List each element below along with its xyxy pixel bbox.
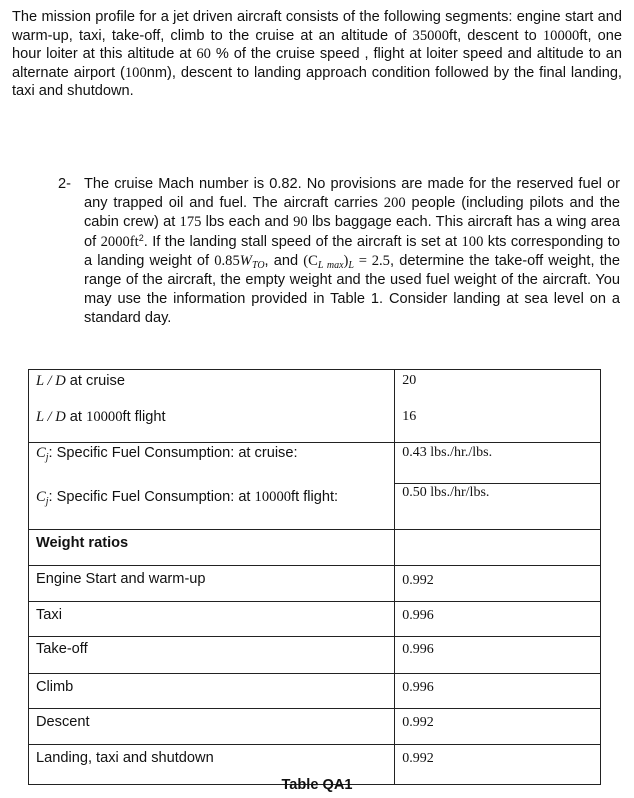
intro-text: ft, one hour loiter at this altitude at [12, 27, 622, 63]
data-table [28, 369, 601, 785]
table-row-value: 0.996 [395, 674, 601, 709]
landing-weight-coef: 0.85 [214, 252, 240, 269]
table-row-label: Engine Start and warm-up [29, 566, 395, 602]
table-row-value: 0.992 [395, 709, 601, 745]
table-row-value: 0.992 [395, 745, 601, 785]
ld-cruise-label: L / D at cruise [29, 370, 395, 408]
stall-speed: 100 [461, 233, 484, 250]
table-row-label: Climb [29, 674, 395, 709]
weight-per-person: 175 [179, 214, 202, 231]
loiter-altitude: 10000 [542, 27, 580, 44]
baggage-weight: 90 [293, 214, 308, 231]
alternate-distance: 100 [124, 64, 147, 81]
intro-text: ft, descent to [449, 27, 543, 44]
question-text: The cruise Mach number is 0.82. No provisions are made for the reserved fuel or any trapped oil and fuel. The aircraft carries 200 people (including pilots and the cabin crew) at 175 lbs each and 90 lbs baggage each. This aircraft has a wing area of $2000ft^2$. If the landing stall speed of the aircraft is set at 100 kts corresponding to a landing weight of $0.85W_{TO}$, and $(C_{L max})_L = 2.5$, determine the take-off weight, the range of the aircraft, the empty weight and the used fuel weight of the aircraft. You may use the information provided in Table 1. Consider landing at sea level on a standard day. [84, 176, 620, 327]
question-2 [58, 175, 620, 329]
intro-text: The mission profile for a jet driven aircraft consists of the following segments: engine start and warm-up, taxi, take-off, climb to the cruise at an altitude of [12, 9, 622, 44]
cl-max-expression: $(C_{L max})_L = 2.5$ [303, 252, 390, 271]
intro-text: nm), descent to landing approach condition followed by the final landing, taxi and shutdown. [12, 64, 622, 100]
cj-cruise-label: $C_j$: Specific Fuel Consumption: at cruise: [29, 443, 395, 484]
cj-flight-value: 0.50 lbs./hr/lbs. [395, 484, 601, 530]
table-caption: Table QA1 [281, 777, 353, 793]
ld-flight-value: 16 [395, 408, 601, 443]
mission-profile-paragraph [12, 8, 622, 101]
ld-cruise-value: 20 [395, 370, 601, 408]
cruise-altitude: 35000 [412, 27, 450, 44]
table-row-label: Taxi [29, 602, 395, 637]
weight-ratios-header-empty [395, 530, 601, 566]
table-row-label: Landing, taxi and shutdown [29, 745, 395, 785]
people-count: 200 [383, 195, 406, 212]
wing-area: 2000 [100, 233, 130, 250]
table-row-value: 0.996 [395, 637, 601, 674]
intro-text: % of the cruise speed , flight at loiter speed and altitude to an alternate airport ( [12, 46, 622, 81]
question-number: 2- [58, 176, 71, 192]
table-row-value: 0.992 [395, 566, 601, 602]
cj-cruise-value: 0.43 lbs./hr./lbs. [395, 443, 601, 484]
ld-flight-label: L / D at 10000ft flight [29, 408, 395, 443]
weight-ratios-header: Weight ratios [29, 530, 395, 566]
table-row-value: 0.996 [395, 602, 601, 637]
table-row-label: Descent [29, 709, 395, 745]
cj-flight-label: $C_j$: Specific Fuel Consumption: at 10000ft flight: [29, 484, 395, 530]
table-row-label: Take-off [29, 637, 395, 674]
loiter-percent: 60 [196, 46, 211, 63]
